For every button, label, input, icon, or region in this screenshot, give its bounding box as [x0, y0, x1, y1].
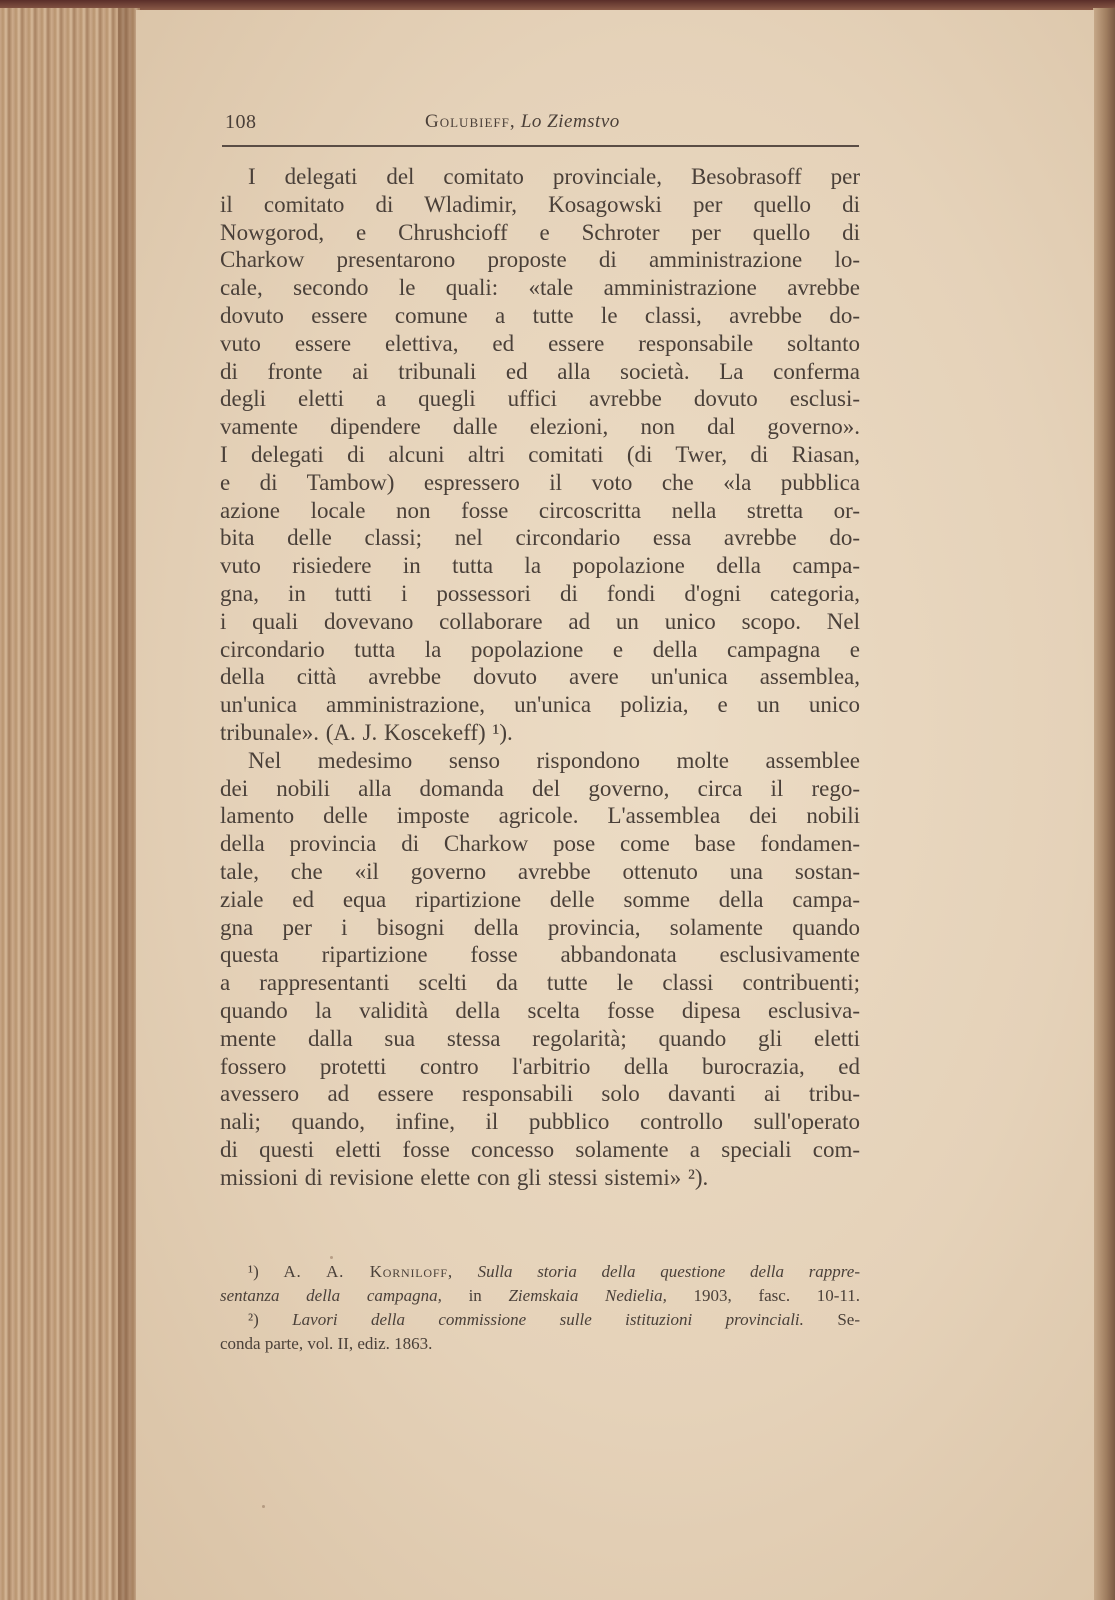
text-line: tale, che «il governo avrebbe ottenuto una sostan- — [220, 858, 860, 884]
footnote-1-marker: ¹) — [248, 1262, 259, 1281]
footnote-1-author: A. A. Korniloff, — [283, 1262, 453, 1281]
text-line: vamente dipendere dalle elezioni, non dal governo». — [220, 414, 860, 440]
text-line: Nel medesimo senso rispondono molte assemblee — [248, 747, 860, 773]
footnote-2-marker: ²) — [248, 1310, 259, 1329]
text-line: questa ripartizione fosse abbandonata esclusivamente — [220, 942, 860, 968]
text-line: vuto risiedere in tutta la popolazione della campa- — [220, 553, 860, 579]
footnotes — [220, 1260, 860, 1356]
page-number: 108 — [225, 111, 257, 133]
text-line: della città avrebbe dovuto avere un'unica assemblea, — [220, 664, 860, 690]
footnote-2-line-1 — [220, 1308, 860, 1332]
text-line: tribunale». (A. J. Koscekeff) ¹). — [220, 719, 513, 745]
top-book-edge — [0, 0, 1115, 10]
footnote-2-line-2: conda parte, vol. II, ediz. 1863. — [220, 1334, 433, 1353]
header-author: Golubieff, — [425, 111, 516, 132]
text-line: gna per i bisogni della provincia, solamente quando — [220, 914, 860, 940]
text-line: missioni di revisione elette con gli stessi sistemi» ²). — [220, 1164, 709, 1190]
footnote-1-line-1 — [220, 1260, 860, 1284]
running-title — [425, 111, 620, 133]
text-line: di questi eletti fosse concesso solamente a speciali com- — [220, 1136, 860, 1162]
text-line: di fronte ai tribunali ed alla società. La conferma — [220, 358, 860, 384]
text-line: I delegati di alcuni altri comitati (di Twer, di Riasan, — [220, 441, 860, 467]
header-rule — [222, 145, 859, 147]
body-text — [220, 163, 860, 1191]
text-line: gna, in tutti i possessori di fondi d'ogni categoria, — [220, 580, 860, 606]
footnote-2-rest: Se- — [837, 1310, 861, 1329]
text-line: della provincia di Charkow pose come base fondamen- — [220, 831, 860, 857]
text-line: cale, secondo le quali: «tale amministrazione avrebbe — [220, 275, 860, 301]
paper-speck — [262, 1505, 265, 1508]
text-line: a rappresentanti scelti da tutte le classi contribuenti; — [220, 970, 860, 996]
text-line: dovuto essere comune a tutte le classi, avrebbe do- — [220, 302, 860, 328]
text-line: i quali dovevano collaborare ad un unico scopo. Nel — [220, 608, 860, 634]
text-line: un'unica amministrazione, un'unica polizia, e un unico — [220, 692, 860, 718]
text-line: I delegati del comitato provinciale, Besobrasoff per — [248, 164, 860, 189]
text-line: avessero ad essere responsabili solo davanti ai tribu- — [220, 1081, 860, 1107]
text-line: degli eletti a quegli uffici avrebbe dovuto esclusi- — [220, 386, 860, 412]
footnote-1-title: Sulla storia della questione della rappre- — [477, 1262, 860, 1281]
text-line: bita delle classi; nel circondario essa avrebbe do- — [220, 525, 860, 551]
text-line: circondario tutta la popolazione e della campagna e — [220, 636, 860, 662]
footnote-1-line-2 — [220, 1284, 860, 1308]
footnote-1-rest: 1903, fasc. 10-11. — [693, 1286, 861, 1305]
text-line: fossero protetti contro l'arbitrio della burocrazia, ed — [220, 1053, 860, 1079]
footnote-1-title-cont: sentanza della campagna, — [220, 1286, 442, 1305]
footnote-2-title: Lavori della commissione sulle istituzioni provinciali. — [292, 1310, 804, 1329]
text-line: mente dalla sua stessa regolarità; quando gli eletti — [220, 1025, 860, 1051]
text-line: Nowgorod, e Chrushcioff e Schroter per quello di — [220, 219, 860, 245]
text-line: lamento delle imposte agricole. L'assemblea dei nobili — [220, 803, 860, 829]
text-line: Charkow presentarono proposte di amministrazione lo- — [220, 247, 860, 273]
running-header — [225, 105, 855, 135]
book-right-edge — [1093, 8, 1115, 1600]
footnote-1-journal: Ziemskaia Nedielia, — [508, 1286, 667, 1305]
text-line: dei nobili alla domanda del governo, circa il rego- — [220, 775, 860, 801]
text-line: azione locale non fosse circoscritta nella stretta or- — [220, 497, 860, 523]
paper-speck — [330, 1256, 333, 1259]
text-line: nali; quando, infine, il pubblico controllo sull'operato — [220, 1109, 860, 1135]
text-line: vuto essere elettiva, ed essere responsabile soltanto — [220, 330, 860, 356]
text-line: il comitato di Wladimir, Kosagowski per quello di — [220, 191, 860, 217]
text-line: quando la validità della scelta fosse dipesa esclusiva- — [220, 997, 860, 1023]
text-line: ziale ed equa ripartizione delle somme della campa- — [220, 886, 860, 912]
header-work-title: Lo Ziemstvo — [520, 111, 620, 132]
footnote-1-in: in — [468, 1286, 482, 1305]
text-line: e di Tambow) espressero il voto che «la pubblica — [220, 469, 860, 495]
